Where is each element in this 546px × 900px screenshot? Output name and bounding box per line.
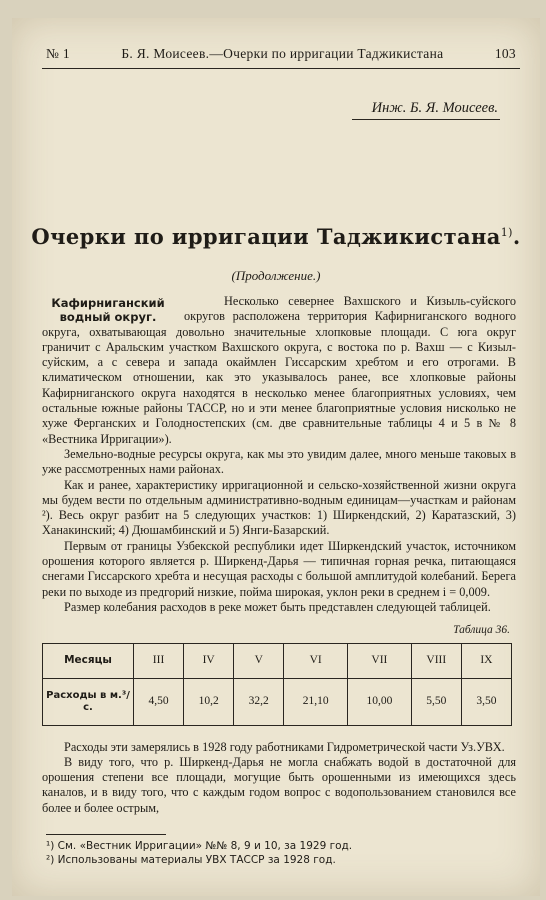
title-text: Очерки по ирригации Таджикистана bbox=[31, 224, 501, 249]
article-body bbox=[42, 294, 516, 816]
footnotes bbox=[46, 834, 516, 867]
value-cell: 5,50 bbox=[411, 678, 461, 725]
table-caption: Таблица 36. bbox=[453, 624, 510, 637]
discharge-table bbox=[42, 643, 512, 726]
value-cell: 21,10 bbox=[284, 678, 348, 725]
sidenote-heading: Кафирниганский водный округ. bbox=[51, 296, 165, 324]
month-cell: III bbox=[134, 643, 184, 678]
value-cell: 10,2 bbox=[184, 678, 234, 725]
month-cell: VIII bbox=[411, 643, 461, 678]
month-cell: IV bbox=[184, 643, 234, 678]
header-rule bbox=[42, 68, 520, 69]
month-cell: IX bbox=[461, 643, 511, 678]
footnote: ²) Использованы материалы УВХ ТАССР за 1928 год. bbox=[46, 854, 336, 866]
row-label: Расходы в м.³/с. bbox=[43, 678, 134, 725]
value-cell: 10,00 bbox=[348, 678, 412, 725]
table-header-label: Месяцы bbox=[43, 643, 134, 678]
value-cell: 32,2 bbox=[234, 678, 284, 725]
page-number: 103 bbox=[494, 46, 516, 61]
paragraph: Земельно-водные ресурсы округа, как мы это увидим далее, много меньше таковых в уже рассмотренных нами районах. bbox=[42, 446, 516, 477]
value-cell: 4,50 bbox=[134, 678, 184, 725]
month-cell: VII bbox=[348, 643, 412, 678]
issue-number: № 1 bbox=[46, 46, 70, 61]
month-cell: VI bbox=[284, 643, 348, 678]
footnote: ¹) См. «Вестник Ирригации» №№ 8, 9 и 10, за 1929 год. bbox=[46, 840, 353, 852]
article-title: Очерки по ирригации Таджикистана$^{1)}$. bbox=[31, 224, 521, 249]
footnote-rule bbox=[46, 834, 166, 835]
running-header bbox=[46, 46, 516, 62]
table-header-row bbox=[43, 643, 512, 678]
paragraph: В виду того, что р. Ширкенд-Дарья не могла снабжать водой в достаточной для орошения степени все площади, могущие быть орошенными из имеющихся здесь каналов, и в виду того, что с каждым годом вопрос с водопользованием становился все более и более острым, bbox=[42, 754, 516, 815]
table-row bbox=[43, 678, 512, 725]
value-cell: 3,50 bbox=[461, 678, 511, 725]
paragraph: Расходы эти замерялись в 1928 году работниками Гидрометрической части Уз.УВХ. bbox=[64, 739, 505, 754]
paragraph: Как и ранее, характеристику ирригационной и сельско-хозяйственной жизни округа мы будем вести по отдельным административно-водным единицам—участкам и районам ²). Весь округ разбит на 5 следующих участков: 1) Ширкендский, 2) Каратазский, 3) Ханакинский; 4) Дюшамбинский и 5) Янги-Базарский. bbox=[42, 477, 516, 538]
paragraph: Первым от границы Узбекской республики идет Ширкендский участок, источником орошения которого является р. Ширкенд-Дарья — типичная горная речка, питающаяся снегами Гиссарского хребта и несущая расходы с большой амплитудой колебаний. Берега реки по выходе из предгорий низкие, пойма широкая, уклон реки в среднем i = 0,009. bbox=[42, 538, 516, 599]
title-footnote-mark: 1) bbox=[500, 226, 513, 239]
running-title: Б. Я. Моисеев.—Очерки по ирригации Таджикистана bbox=[121, 46, 444, 61]
author-line: Инж. Б. Я. Моисеев. bbox=[352, 100, 500, 120]
subtitle: (Продолжение.) bbox=[231, 268, 321, 283]
paragraph: Размер колебания расходов в реке может быть представлен следующей таблицей. bbox=[64, 599, 491, 614]
month-cell: V bbox=[234, 643, 284, 678]
paragraph: Несколько севернее Вахшского и Кизыль-суйского округов расположена территория Кафирниганского водного округа, охватывающая довольно значительные хлопковые площади. С юга округ граничит с Аральским участком Вахшского округа, с востока по р. Вахш — с Кизыл-суйским, а с севера и запада окаймлен Гиссарским хребтом и его отрогами. В климатическом отношении, как это указывалось ранее, все хлопковые районы Кафирниганского округа находятся в несколько менее благоприятных условиях, чем остальные южные районы ТАССР, но и эти менее благоприятные условия нисколько не хуже Ферганских и Голодностепских (см. две сравнительные таблицы 4 и 5 в № 8 «Вестника Ирригации»). bbox=[42, 294, 516, 446]
page bbox=[12, 18, 540, 896]
